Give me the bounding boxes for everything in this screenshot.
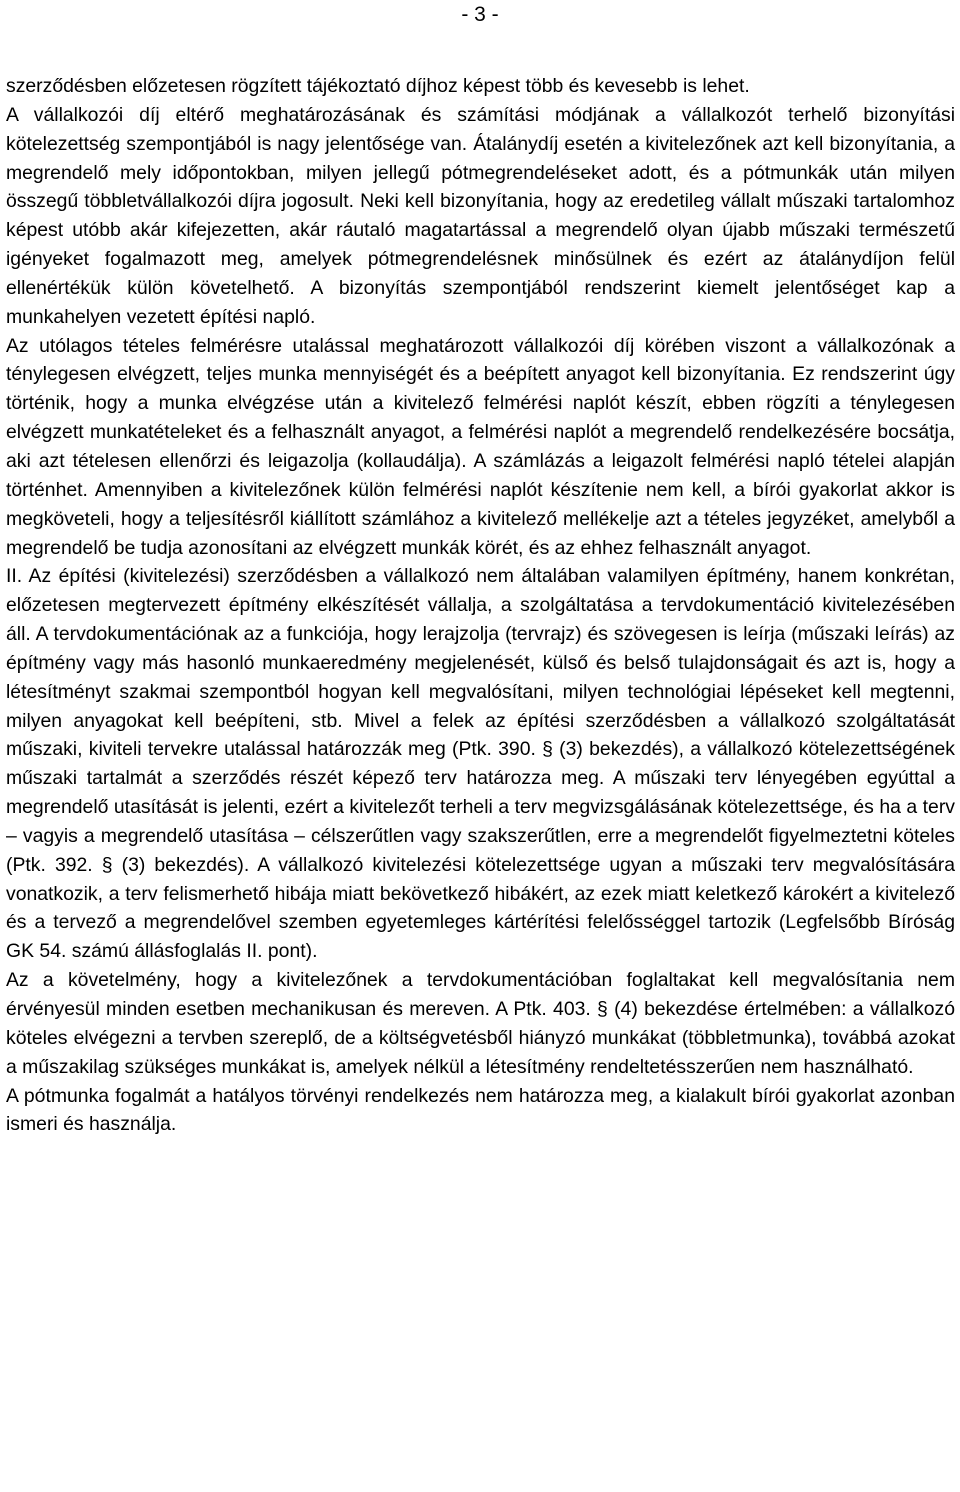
page-number: - 3 - bbox=[461, 3, 499, 26]
paragraph: II. Az építési (kivitelezési) szerződésben a vállalkozó nem általában valamilyen építmény, hanem konkrétan, előzetesen megtervezett építmény elkészítését vállalja, a szolgáltatása a tervdokumentáció kivitelezésében áll. A tervdokumentációnak az a funkciója, hogy lerajzolja (tervrajz) és szövegesen is leírja (műszaki leírás) az építmény vagy más hasonló munkaeredmény megjelenését, külső és belső tulajdonságait és azt is, hogy a létesítményt szakmai szempontból hogyan kell megvalósítani, milyen technológiai lépéseket kell megtenni, milyen anyagokat kell beépíteni, stb. Mivel a felek az építési szerződésben a vállalkozó szolgáltatását műszaki, kiviteli tervekre utalással határozzák meg (Ptk. 390. § (3) bekezdés), a vállalkozó kötelezettségének műszaki tartalmát a szerződés részét képező terv határozza meg. A műszaki terv lényegében egyúttal a megrendelő utasítását is jelenti, ezért a kivitelezőt terheli a terv megvizsgálásának kötelezettsége, és ha a terv – vagyis a megrendelő utasítása – célszerűtlen vagy szakszerűtlen, erre a megrendelőt figyelmeztetni köteles (Ptk. 392. § (3) bekezdés). A vállalkozó kivitelezési kötelezettsége ugyan a műszaki terv megvalósítására vonatkozik, a terv felismerhető hibája miatt bekövetkező hibákért, az ezek miatt keletkező károkért a kivitelező és a tervező a megrendelővel szemben egyetemleges kártérítési felelősséggel tartozik (Legfelsőbb Bíróság GK 54. számú állásfoglalás II. pont). bbox=[6, 565, 955, 963]
paragraph: Az a követelmény, hogy a kivitelezőnek a tervdokumentációban foglaltakat kell megvalósítania nem érvényesül minden esetben mechanikusan és mereven. A Ptk. 403. § (4) bekezdése értelmében: a vállalkozó köteles elvégezni a tervben szereplő, de a költségvetésből hiányzó munkákat (többletmunka), továbbá azokat a műszakilag szükséges munkákat is, amelyek nélkül a létesítmény rendeltetésszerűen nem használható. bbox=[6, 969, 955, 1078]
paragraph: Az utólagos tételes felmérésre utalással meghatározott vállalkozói díj körében viszont a vállalkozónak a ténylegesen elvégzett, teljes munka mennyiségét és a beépített anyagot kell bizonyítania. Ez rendszerint úgy történik, hogy a munka elvégzése után a kivitelező felmérési naplót készít, ebben rögzíti a ténylegesen elvégzett munkatételeket és a felhasznált anyagot, a felmérési naplót a megrendelő rendelkezésére bocsátja, aki azt tételesen ellenőrzi és leigazolja (kollaudálja). A számlázás a leigazolt felmérési napló tételei alapján történhet. Amennyiben a kivitelezőnek külön felmérési naplót készítenie nem kell, a bírói gyakorlat akkor is megköveteli, hogy a teljesítésről kiállított számlához a kivitelező mellékelje azt a tételes jegyzéket, amelyből a megrendelő be tudja azonosítani az elvégzett munkák körét, és az ehhez felhasznált anyagot. bbox=[6, 334, 955, 559]
paragraph: A pótmunka fogalmát a hatályos törvényi rendelkezés nem határozza meg, a kialakult bírói gyakorlat azonban ismeri és használja. bbox=[6, 1084, 955, 1136]
paragraph: szerződésben előzetesen rögzített tájékoztató díjhoz képest több és kevesebb is lehet. bbox=[6, 75, 750, 97]
document-body bbox=[6, 72, 955, 1139]
paragraph: A vállalkozói díj eltérő meghatározásának és számítási módjának a vállalkozót terhelő bizonyítási kötelezettség szempontjából is nagy jelentősége van. Átalánydíj esetén a kivitelezőnek azt kell bizonyítania, a megrendelő mely időpontokban, milyen jellegű pótmegrendeléseket adott, és a pótmunkák után milyen összegű többletvállalkozói díjra jogosult. Neki kell bizonyítania, hogy az eredetileg vállalt műszaki tartalomhoz képest utóbb akár kifejezetten, akár ráutaló magatartással a megrendelő olyan újabb műszaki természetű igényeket fogalmazott meg, amelyek pótmegrendelésnek minősülnek és ezért az átalánydíjon felül ellenértékük külön követelhető. A bizonyítás szempontjából rendszerint kiemelt jelentőséget kap a munkahelyen vezetett építési napló. bbox=[6, 103, 955, 328]
